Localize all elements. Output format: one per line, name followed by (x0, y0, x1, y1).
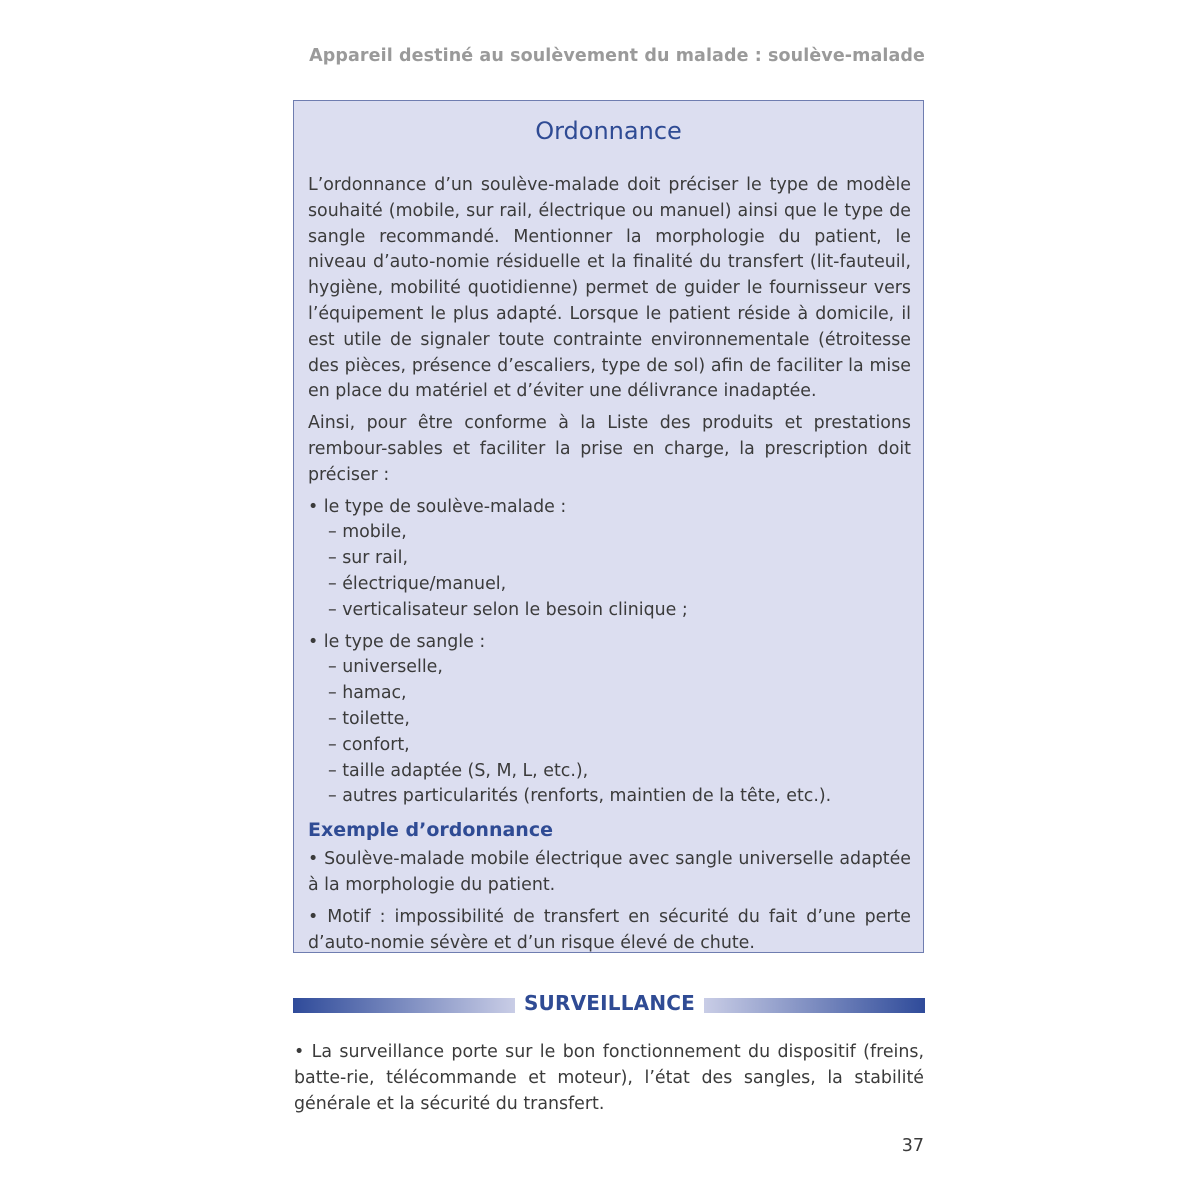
ordonnance-paragraph: L’ordonnance d’un soulève-malade doit préciser le type de modèle souhaité (mobile, sur rail, électrique ou manuel) ainsi que le type de sangle recommandé. Mentionner la morphologie du patient, le niveau d’auto-nomie résiduelle et la finalité du transfert (lit-fauteuil, hygiène, mobilité quotidienne) permet de guider le fournisseur vers l’équipement le plus adapté. Lorsque le patient réside à domicile, il est utile de signaler toute contrainte environnementale (étroitesse des pièces, présence d’escaliers, type de sol) afin de faciliter la mise en place du matériel et d’éviter une délivrance inadaptée. (308, 175, 911, 402)
list-item: – sur rail, (328, 548, 408, 569)
surveillance-title: SURVEILLANCE (523, 991, 696, 1015)
ordonnance-box (293, 100, 924, 953)
ordonnance-paragraph: Ainsi, pour être conforme à la Liste des produits et prestations rembour-sables et faciliter la prise en charge, la prescription doit préciser : (308, 413, 911, 485)
ordonnance-title: Ordonnance (535, 117, 682, 145)
example-item: • Soulève-malade mobile électrique avec sangle universelle adaptée à la morphologie du patient. (308, 849, 911, 895)
list-item: – universelle, (328, 657, 443, 678)
list-item: – électrique/manuel, (328, 573, 507, 594)
banner-bar-left (293, 998, 515, 1013)
page-number: 37 (901, 1136, 924, 1156)
list-bullet: • le type de sangle : (308, 631, 486, 652)
list-item: – autres particularités (renforts, maintien de la tête, etc.). (328, 786, 832, 807)
list-bullet: • le type de soulève-malade : (308, 496, 567, 517)
sling-type-list (308, 630, 911, 811)
ordonnance-body (308, 173, 911, 962)
running-header: Appareil destiné au soulèvement du malade : soulève-malade (309, 46, 925, 66)
list-item: – mobile, (328, 522, 407, 543)
banner-bar-right (704, 998, 925, 1013)
list-item: – hamac, (328, 683, 407, 704)
list-item: – confort, (328, 734, 410, 755)
list-item: – verticalisateur selon le besoin clinique ; (328, 599, 688, 620)
surveillance-text: • La surveillance porte sur le bon fonctionnement du dispositif (freins, batte-rie, télécommande et moteur), l’état des sangles, la stabilité générale et la sécurité du transfert. (294, 1042, 924, 1114)
surveillance-banner (293, 991, 925, 1015)
example-heading: Exemple d’ordonnance (308, 819, 553, 842)
list-item: – taille adaptée (S, M, L, etc.), (328, 760, 589, 781)
lift-type-list (308, 495, 911, 624)
list-item: – toilette, (328, 708, 410, 729)
example-item: • Motif : impossibilité de transfert en sécurité du fait d’une perte d’auto-nomie sévère et d’un risque élevé de chute. (308, 906, 911, 953)
